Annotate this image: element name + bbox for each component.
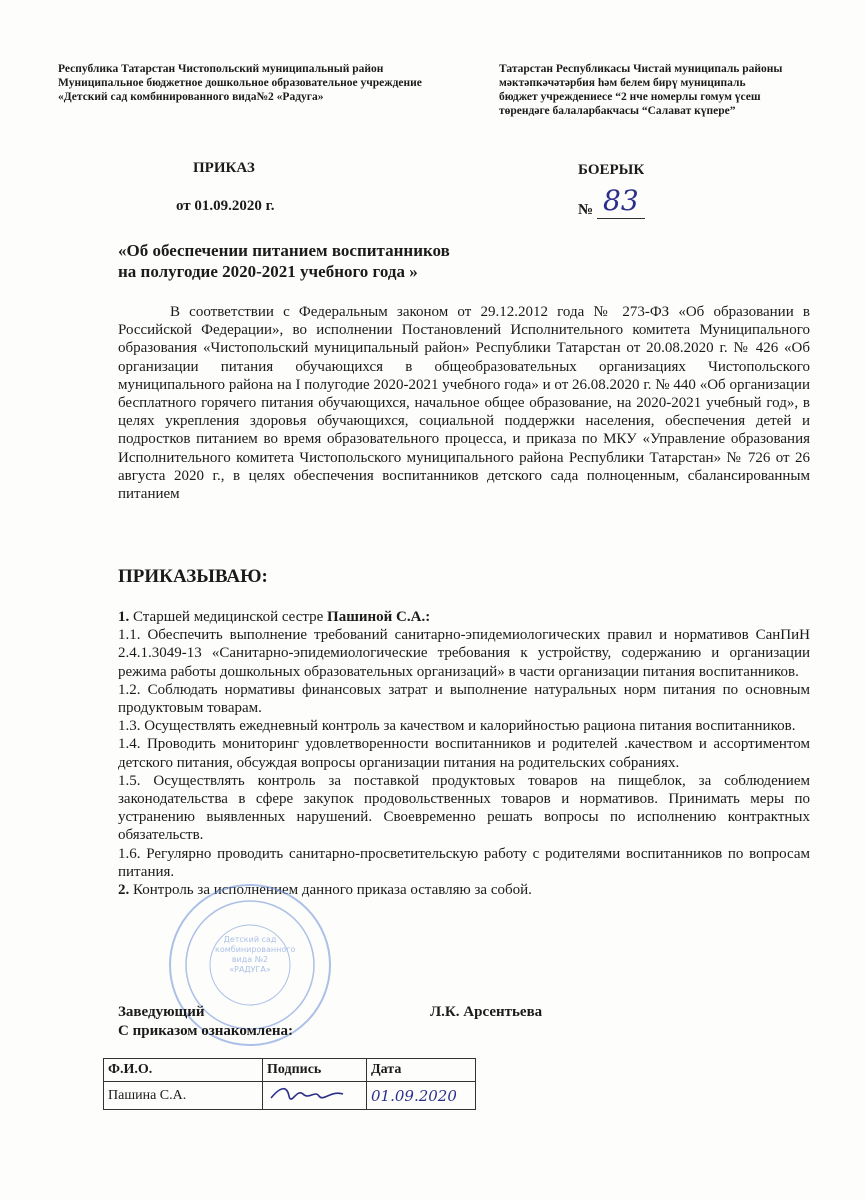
header-right-line1: Татарстан Республикасы Чистай муниципаль районы	[499, 63, 783, 75]
header-right-line4: төрендәге балаларбакчасы “Салават күпере”	[499, 105, 736, 117]
head-position: Заведующий	[118, 1004, 205, 1020]
subject-line1: «Об обеспечении питанием воспитанников	[118, 241, 450, 260]
item-1	[118, 608, 810, 626]
cell-date: 01.09.2020	[367, 1082, 476, 1110]
cell-fio: Пашина С.А.	[104, 1082, 263, 1110]
order-date: от 01.09.2020 г.	[176, 198, 275, 214]
acknowledgement-table	[103, 1058, 476, 1110]
item-1-text: Старшей медицинской сестре	[133, 609, 324, 625]
header-left-line3: «Детский сад комбинированного вида№2 «Радуга»	[58, 91, 324, 103]
item-1-3: 1.3. Осуществлять ежедневный контроль за качеством и калорийностью рациона питания воспитанников.	[118, 718, 796, 735]
order-number: 83	[603, 184, 639, 217]
col-fio-header: Ф.И.О.	[104, 1059, 263, 1082]
item-1-2: 1.2. Соблюдать нормативы финансовых затрат и выполнение натуральных норм питания по основным продуктовым товарам.	[118, 681, 810, 717]
preamble-text: В соответствии с Федеральным законом от 29.12.2012 года № 273-ФЗ «Об образовании в Российской Федерации», во исполнении Постановлений Исполнительного комитета Муниципального образования «Чистопольский муниципальный район» Республики Татарстан от 20.08.2020 г. № 426 «Об организации питания обучающихся в общеобразовательных организациях Чистопольского муниципального района на I полугодие 2020-2021 учебного года» и от 26.08.2020 г. № 440 «Об организации бесплатного горячего питания обучающихся, начальное общее образование, на 2020-2021 учебный год», в целях укрепления здоровья обучающихся, социальной поддержки населения, обеспечения детей и подростков питанием во время образовательного процесса, и приказа по МКУ «Управление образования Исполнительного комитета Чистопольского муниципального района Республики Татарстан» № 726 от 26 августа 2020 г., в целях обеспечения воспитанников детского сада полноценным, сбалансированным питанием	[118, 304, 810, 503]
order-number-label: №	[578, 202, 594, 218]
subject-line2: на полугодие 2020-2021 учебного года »	[118, 262, 418, 281]
order-number-underline	[597, 218, 645, 219]
item-1-person: Пашиной С.А.:	[327, 609, 431, 625]
acknowledged-label: С приказом ознакомлена:	[118, 1023, 294, 1039]
header-left-line1: Республика Татарстан Чистопольский муниципальный район	[58, 63, 384, 75]
header-right-line2: мәктәпкәчәтәрбия һәм белем бирү муниципаль	[499, 77, 746, 89]
handwritten-signature	[267, 1082, 347, 1104]
header-left-line2: Муниципальное бюджетное дошкольное образовательное учреждение	[58, 77, 422, 89]
header-right-line3: бюджет учреждениесе “2 нче номерлы гомум үсеш	[499, 91, 761, 103]
item-2-text: Контроль за исполнением данного приказа оставляю за собой.	[133, 882, 532, 899]
cell-signature	[263, 1082, 367, 1110]
order-title-tt: БОЕРЫК	[578, 162, 645, 178]
stamp-text: Детский сад комбинированного вида №2 «РАДУГА»	[215, 935, 296, 974]
item-2-number: 2.	[118, 882, 130, 899]
order-word: ПРИКАЗЫВАЮ:	[118, 566, 268, 587]
order-subject	[118, 240, 450, 282]
header-left	[58, 62, 422, 104]
head-name: Л.К. Арсентьева	[430, 1004, 543, 1020]
item-1-4: 1.4. Проводить мониторинг удовлетворенности воспитанников и родителей .качеством и ассортиментом детского питания, обсуждая вопросы организации питания на родительских собраниях.	[118, 736, 810, 771]
item-1-5: 1.5. Осуществлять контроль за поставкой продуктовых товаров на пищеблок, за соблюдением законодательства в сфере закупок продовольственных товаров и нормативов. Принимать меры по устранению выявленных нарушений. Своевременно решать вопросы по исполнению контрактных обязательств.	[118, 772, 810, 844]
col-signature-header: Подпись	[263, 1059, 367, 1082]
item-1-1: 1.1. Обеспечить выполнение требований санитарно-эпидемиологических правил и нормативов СанПиН 2.4.1.3049-13 «Санитарно-эпидемиологические требования к устройству, содержанию и организации режима работы дошкольных образовательных организаций» в части организации питания воспитанников.	[118, 627, 810, 680]
item-1-6: 1.6. Регулярно проводить санитарно-просветительскую работу с родителями воспитанников по вопросам питания.	[118, 845, 810, 880]
table-row	[104, 1082, 476, 1110]
order-title-ru: ПРИКАЗ	[193, 160, 255, 176]
header-right	[499, 62, 782, 118]
preamble	[118, 303, 810, 503]
table-header-row	[104, 1059, 476, 1082]
col-date-header: Дата	[367, 1059, 476, 1082]
item-1-number: 1.	[118, 609, 130, 625]
order-items	[118, 608, 810, 899]
